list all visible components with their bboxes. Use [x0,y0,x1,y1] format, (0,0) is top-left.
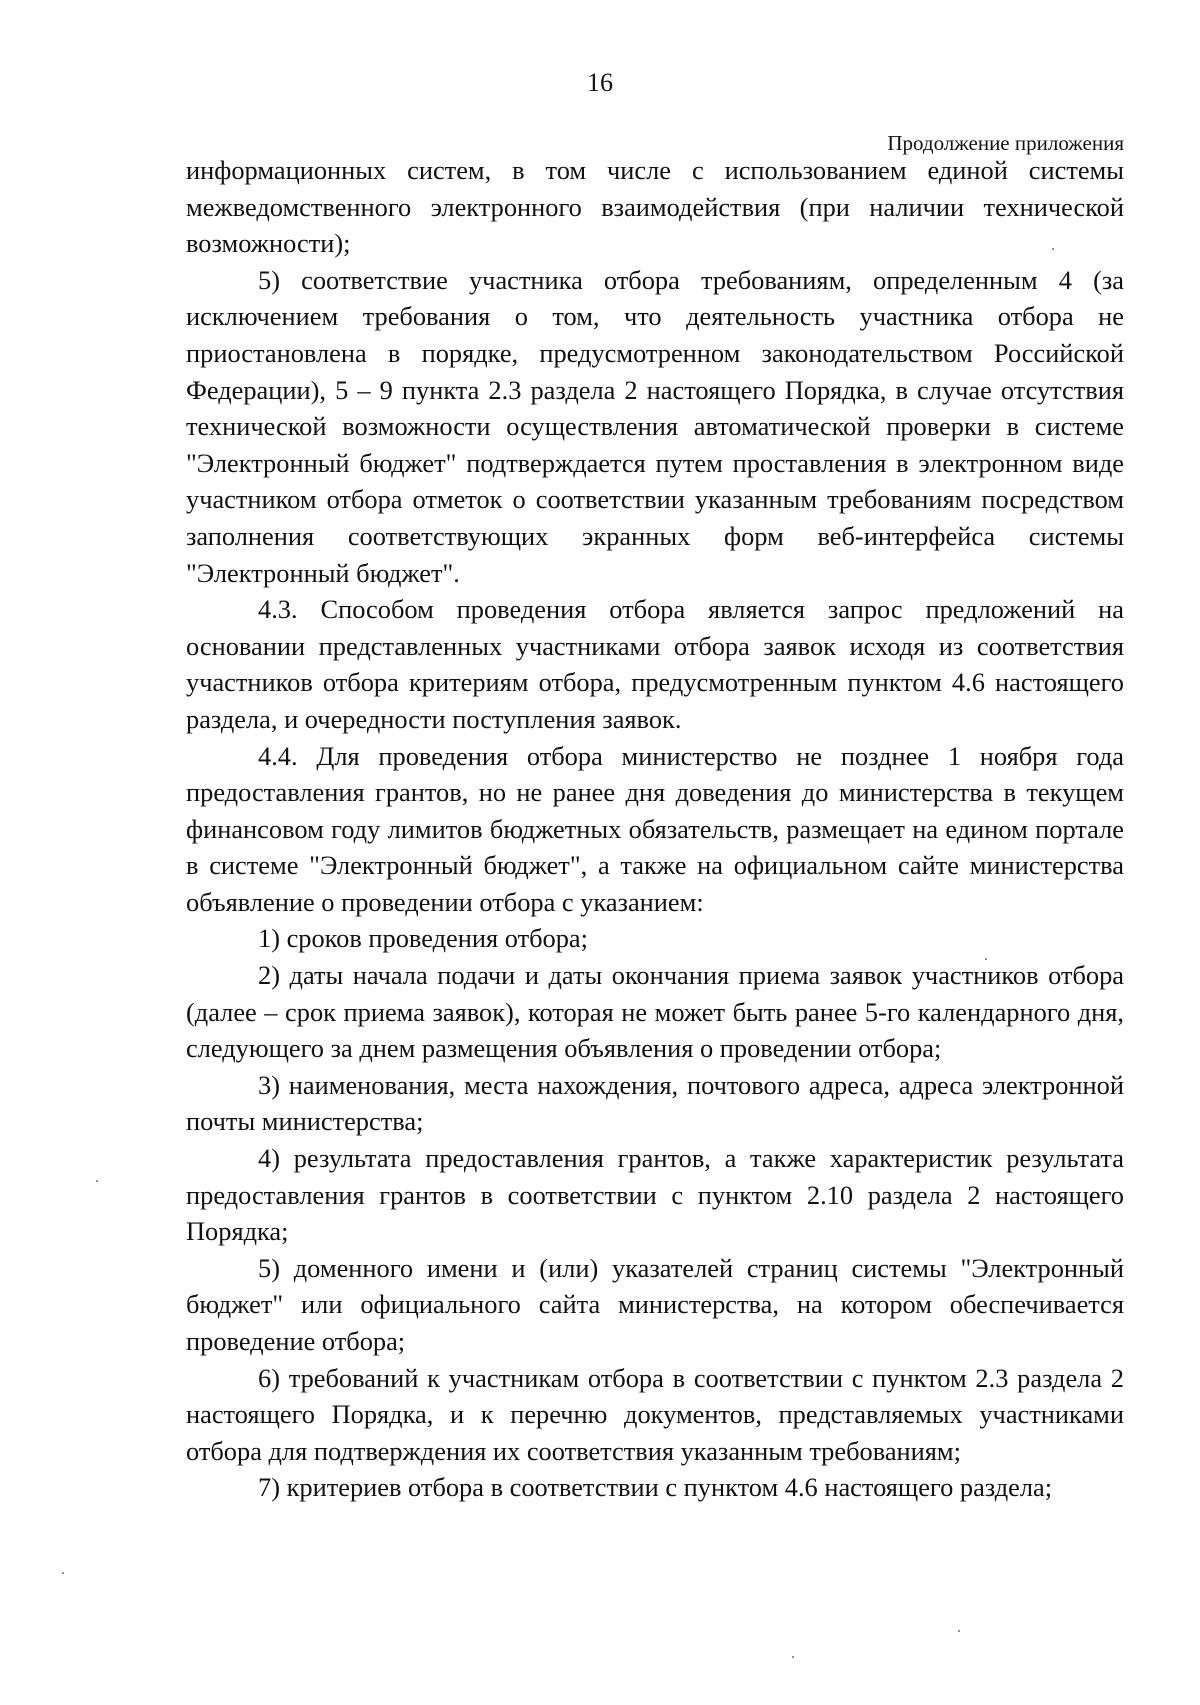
page-number: 16 [587,68,613,97]
list-item-1: 1) сроков проведения отбора; [258,923,588,954]
paragraph-item-5-compliance: 5) соответствие участника отбора требованиям, определенным 4 (за исключением требования о том, что деятельность участника отбора не приостановлена в порядке, предусмотренном законодательством Российской Федерации), 5 – 9 пункта 2.3 раздела 2 настоящего Порядка, в случае отсутствия технической возможности осуществления автоматической проверки в системе "Электронный бюджет" подтверждается путем проставления в электронном виде участником отбора отметок о соответствии указанным требованиям посредством заполнения соответствующих экранных форм веб-интерфейса системы "Электронный бюджет". [186,264,1124,588]
scan-speck [96,1180,98,1182]
scan-speck [792,1656,794,1658]
scan-speck [958,1630,960,1632]
list-item-2: 2) даты начала подачи и даты окончания приема заявок участников отбора (далее – срок приема заявок), которая не может быть ранее 5-го календарного дня, следующего за днем размещения объявления о проведении отбора; [186,960,1124,1064]
paragraph-4-4: 4.4. Для проведения отбора министерство не позднее 1 ноября года предоставления грантов, но не ранее дня доведения до министерства в текущем финансовом году лимитов бюджетных обязательств, размещает на едином портале в системе "Электронный бюджет", а также на официальном сайте министерства объявление о проведении отбора с указанием: [186,740,1124,917]
list-item-5: 5) доменного имени и (или) указателей страниц системы "Электронный бюджет" или официального сайта министерства, на котором обеспечивается проведение отбора; [186,1252,1124,1356]
list-item-3: 3) наименования, места нахождения, почтового адреса, адреса электронной почты министерства; [186,1069,1124,1137]
document-body [186,152,1124,1506]
scan-speck [62,1572,64,1574]
scan-speck [1052,248,1054,250]
list-item-4: 4) результата предоставления грантов, а также характеристик результата предоставления грантов в соответствии с пунктом 2.10 раздела 2 настоящего Порядка; [186,1143,1124,1247]
list-item-7: 7) критериев отбора в соответствии с пунктом 4.6 настоящего раздела; [258,1472,1053,1503]
paragraph-4-3: 4.3. Способом проведения отбора является запрос предложений на основании представленных участниками отбора заявок исходя из соответствия участников отбора критериям отбора, предусмотренным пунктом 4.6 настоящего раздела, и очередности поступления заявок. [186,594,1124,734]
paragraph-continuation: информационных систем, в том числе с использованием единой системы межведомственного электронного взаимодействия (при наличии технической возможности); [186,155,1124,259]
list-item-6: 6) требований к участникам отбора в соответствии с пунктом 2.3 раздела 2 настоящего Порядка, и к перечню документов, представляемых участниками отбора для подтверждения их соответствия указанным требованиям; [186,1362,1124,1466]
appendix-continuation-note: Продолжение приложения [887,131,1124,155]
scan-speck [985,958,987,960]
